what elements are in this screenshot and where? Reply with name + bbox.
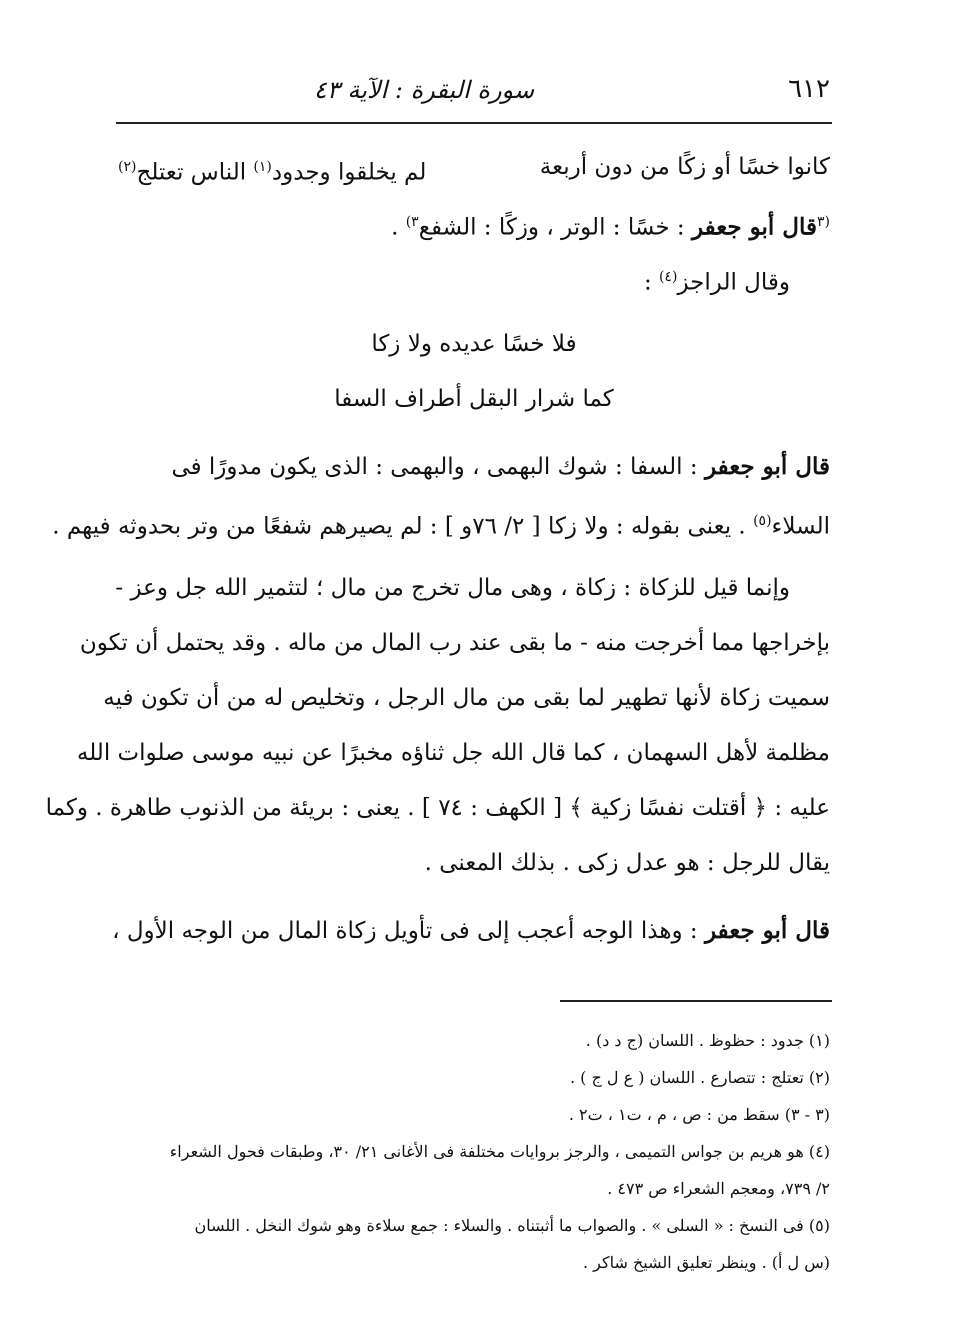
footnote: ٢/ ٧٣٩، ومعجم الشعراء ص ٤٧٣ .	[607, 1179, 830, 1198]
paragraph-line: وإنما قيل للزكاة : زكاة ، وهى مال تخرج من مال ؛ لتثمير الله جل وعز -	[115, 575, 790, 601]
rajaz-verse: كما شرار البقل أطراف السفا	[334, 386, 614, 412]
paragraph-line: عليه : ﴿ أقتلت نفسًا زكية ﴾ [ الكهف : ٧٤ ] . يعنى : بريئة من الذنوب طاهرة . وكما	[45, 795, 830, 821]
footnote-ref: (٥)	[753, 513, 772, 529]
speaker-label: قال أبو جعفر	[691, 213, 817, 241]
footnote: (٢) تعتلج : تتصارع . اللسان ( ع ل ج ) .	[569, 1068, 830, 1087]
paragraph-line: بإخراجها مما أخرجت منه - ما بقى عند رب المال من ماله . وقد يحتمل أن تكون	[79, 630, 830, 656]
footnote-ref: (٢)	[118, 159, 137, 175]
paragraph-line: $^{(٣}$قال أبو جعفر : خسًا : الوتر ، وزكًا : الشفع$^{٣)}$ .	[391, 213, 830, 241]
footnote-ref: (٣	[817, 214, 830, 230]
page-header	[118, 70, 830, 110]
rajaz-intro: وقال الراجز$^{(٤)}$ :	[643, 269, 790, 296]
paragraph-line: مظلمة لأهل السهمان ، كما قال الله جل ثناؤه مخبرًا عن نبيه موسى صلوات الله	[76, 740, 830, 766]
speaker-label: قال أبو جعفر	[704, 453, 830, 480]
paragraph-line: قال أبو جعفر : وهذا الوجه أعجب إلى فى تأويل زكاة المال من الوجه الأول ،	[112, 917, 830, 944]
verse-hemistich-right: كانوا خسًا أو زكًا من دون أربعة	[539, 154, 830, 180]
speaker-label: قال أبو جعفر	[704, 917, 830, 944]
footnotes	[118, 1022, 830, 1281]
paragraph-line: سميت زكاة لأنها تطهير لما بقى من مال الرجل ، وتخليص له من أن تكون فيه	[103, 685, 830, 711]
footnote: (٤) هو هريم بن جواس التميمى ، والرجز بروايات مختلفة فى الأغانى ٢١/ ٣٠، وطبقات فحول الشعراء	[169, 1142, 830, 1161]
footnote: (٥) فى النسخ : « السلى » . والصواب ما أثبتناه . والسلاء : جمع سلاءة وهو شوك النخل . اللسان	[194, 1216, 830, 1235]
verse-hemistich-left: لم يخلقوا وجدود$^{(١)}$ الناس تعتلج$^{(٢)}$	[118, 159, 427, 186]
footnote-ref: ٣)	[405, 214, 419, 230]
footnote: (١) جدود : حظوظ . اللسان (ج د د) .	[585, 1031, 830, 1050]
page-number: ٦١٢	[788, 74, 830, 104]
main-text	[45, 140, 830, 958]
footnote: (٣ - ٣) سقط من : ص ، م ، ت١ ، ت٢ .	[568, 1105, 830, 1124]
verse-line	[118, 140, 830, 195]
paragraph-line: يقال للرجل : هو عدل زكى . بذلك المعنى .	[424, 850, 830, 876]
paragraph-line: السلاء$^{(٥)}$ . يعنى بقوله : ولا زكا [ ٢/ ٧٦و ] : لم يصيرهم شفعًا من وتر بحدوثه فيهم .	[52, 513, 830, 540]
footnote: (س ل أ) . وينظر تعليق الشيخ شاكر .	[582, 1253, 830, 1272]
rajaz-verse: فلا خسًا عديده ولا زكا	[371, 331, 577, 357]
paragraph-line: قال أبو جعفر : السفا : شوك البهمى ، والبهمى : الذى يكون مدورًا فى	[171, 453, 830, 480]
running-title: سورة البقرة : الآية ٤٣	[313, 76, 535, 104]
footnote-rule	[560, 1000, 832, 1002]
header-rule	[116, 122, 832, 124]
footnote-ref: (١)	[253, 159, 272, 175]
footnote-ref: (٤)	[659, 269, 678, 285]
